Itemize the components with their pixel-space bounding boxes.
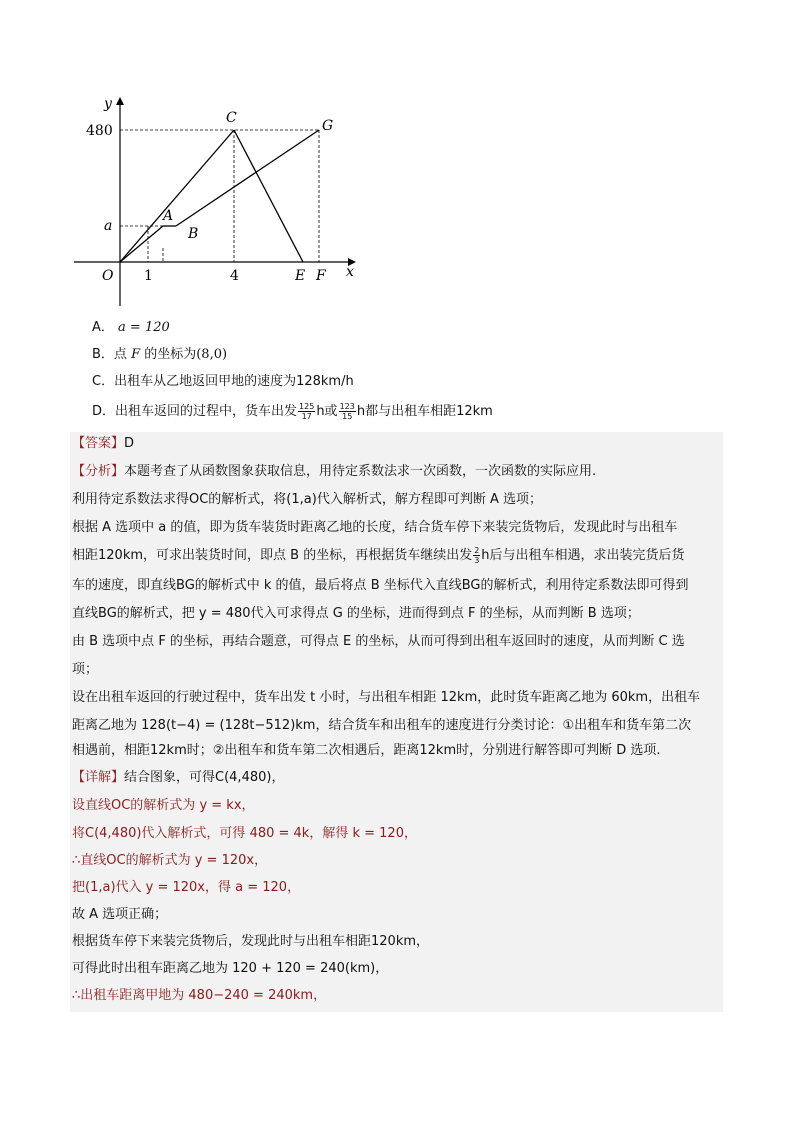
option-d-mid: h或 bbox=[316, 404, 338, 419]
answer-line bbox=[72, 434, 134, 454]
label-x: x bbox=[346, 264, 354, 280]
option-c-letter: C． bbox=[92, 374, 115, 389]
label-a: a bbox=[104, 218, 113, 234]
detail-line-18: 故 A 选项正确； bbox=[72, 907, 168, 922]
analysis-line-11: 距离乙地为 128(t−4) = (128t−512)km，结合货车和出租车的速度进行分类讨论：①出租车和货车第二次 bbox=[72, 718, 692, 733]
analysis-line-8: 由 B 选项中点 F 的坐标，再结合题意，可得点 E 的坐标，从而可得到出租车返回时的速度，从而判断 C 选 bbox=[72, 634, 685, 649]
option-b-var: F bbox=[131, 347, 141, 362]
label-g: G bbox=[322, 118, 334, 134]
fraction-two-thirds: $\frac{2}{3}$ bbox=[474, 546, 480, 565]
option-d-post: h都与出租车相距12km bbox=[356, 404, 493, 419]
option-d-fraction-2: $\frac{123}{15}$ bbox=[339, 402, 355, 421]
analysis-line-3: 利用待定系数法求得OC的解析式，将(1,a)代入解析式，解方程即可判断 A 选项； bbox=[72, 492, 542, 507]
label-y: y bbox=[104, 96, 112, 112]
line-oa bbox=[120, 226, 163, 262]
option-a-letter: A． bbox=[92, 320, 114, 335]
analysis-line bbox=[72, 462, 596, 482]
option-a-math: a = 120 bbox=[118, 320, 170, 335]
option-b bbox=[92, 345, 227, 365]
label-4: 4 bbox=[230, 268, 239, 284]
detail-line bbox=[72, 768, 284, 788]
option-c-text: 出租车从乙地返回甲地的速度为128km/h bbox=[114, 374, 354, 389]
option-c bbox=[92, 372, 354, 392]
analysis-tag: 【分析】 bbox=[72, 464, 125, 479]
analysis-line-9: 项； bbox=[72, 662, 99, 677]
option-b-letter: B． bbox=[92, 347, 114, 362]
detail-line-21: ∴出租车距离甲地为 480−240 = 240km， bbox=[72, 988, 327, 1003]
label-1: 1 bbox=[144, 268, 153, 284]
option-d-fraction-1: $\frac{125}{17}$ bbox=[299, 402, 315, 421]
option-b-math: (8,0) bbox=[196, 347, 228, 362]
detail-line-16: ∴直线OC的解析式为 y = 120x， bbox=[72, 853, 268, 868]
analysis-text: 本题考查了从函数图象获取信息，用待定系数法求一次函数，一次函数的实际应用. bbox=[124, 464, 597, 479]
option-d-pre: 出租车返回的过程中，货车出发 bbox=[115, 404, 298, 419]
label-e: E bbox=[295, 268, 306, 284]
answer-text: D bbox=[124, 436, 135, 451]
detail-line-15: 将C(4,480)代入解析式，可得 480 = 4k，解得 k = 120， bbox=[72, 826, 417, 841]
label-b: B bbox=[188, 226, 199, 242]
detail-line-20: 可得此时出租车距离乙地为 120 + 120 = 240(km)， bbox=[72, 961, 389, 976]
analysis-line-10: 设在出租车返回的行驶过程中，货车出发 t 小时，与出租车相距 12km，此时货车距离乙地为 60km，出租车 bbox=[72, 690, 701, 705]
analysis-line-6: 车的速度，即直线BG的解析式中 k 的值，最后将点 B 坐标代入直线BG的解析式，利用待定系数法即可得到 bbox=[72, 578, 689, 593]
label-480: 480 bbox=[86, 123, 113, 139]
detail-tag: 【详解】 bbox=[72, 770, 125, 785]
line-bg bbox=[176, 130, 319, 226]
option-d-letter: D． bbox=[92, 404, 116, 419]
detail-line-19: 根据货车停下来装完货物后，发现此时与出租车相距120km， bbox=[72, 934, 430, 949]
analysis-line-7: 直线BG的解析式，把 y = 480代入可求得点 G 的坐标，进而得到点 F 的坐标，从而判断 B 选项； bbox=[72, 606, 640, 621]
analysis-line-4: 根据 A 选项中 a 的值，即为货车装货时距离乙地的长度，结合货车停下来装完货物后，发现此时与出租车 bbox=[72, 520, 678, 535]
label-c: C bbox=[226, 110, 237, 126]
analysis-line-5: 相距120km，可求出装货时间，即点 B 的坐标，再根据货车继续出发 $\frac{2}{3}$ h后与出租车相遇，求出装完货后货 bbox=[72, 546, 685, 565]
analysis-line-12: 相遇前，相距12km时；②出租车和货车第二次相遇后，距离12km时，分别进行解答即可判断 D 选项. bbox=[72, 743, 661, 758]
option-a bbox=[92, 318, 170, 338]
option-b-post: 的坐标为 bbox=[140, 347, 197, 362]
y-axis-arrow-icon bbox=[116, 97, 124, 105]
option-d bbox=[92, 402, 493, 422]
function-graph bbox=[68, 92, 368, 312]
detail-line-17: 把(1,a)代入 y = 120x，得 a = 120， bbox=[72, 880, 301, 895]
detail-line-14: 设直线OC的解析式为 y = kx， bbox=[72, 798, 255, 813]
label-origin: O bbox=[102, 268, 114, 284]
label-f: F bbox=[316, 268, 326, 284]
line-oc bbox=[120, 130, 234, 262]
line-ce bbox=[234, 130, 303, 262]
label-a-point: A bbox=[163, 208, 174, 224]
answer-tag: 【答案】 bbox=[72, 436, 125, 451]
detail-text: 结合图象，可得C(4,480)， bbox=[124, 770, 285, 785]
option-b-pre: 点 bbox=[113, 347, 132, 362]
